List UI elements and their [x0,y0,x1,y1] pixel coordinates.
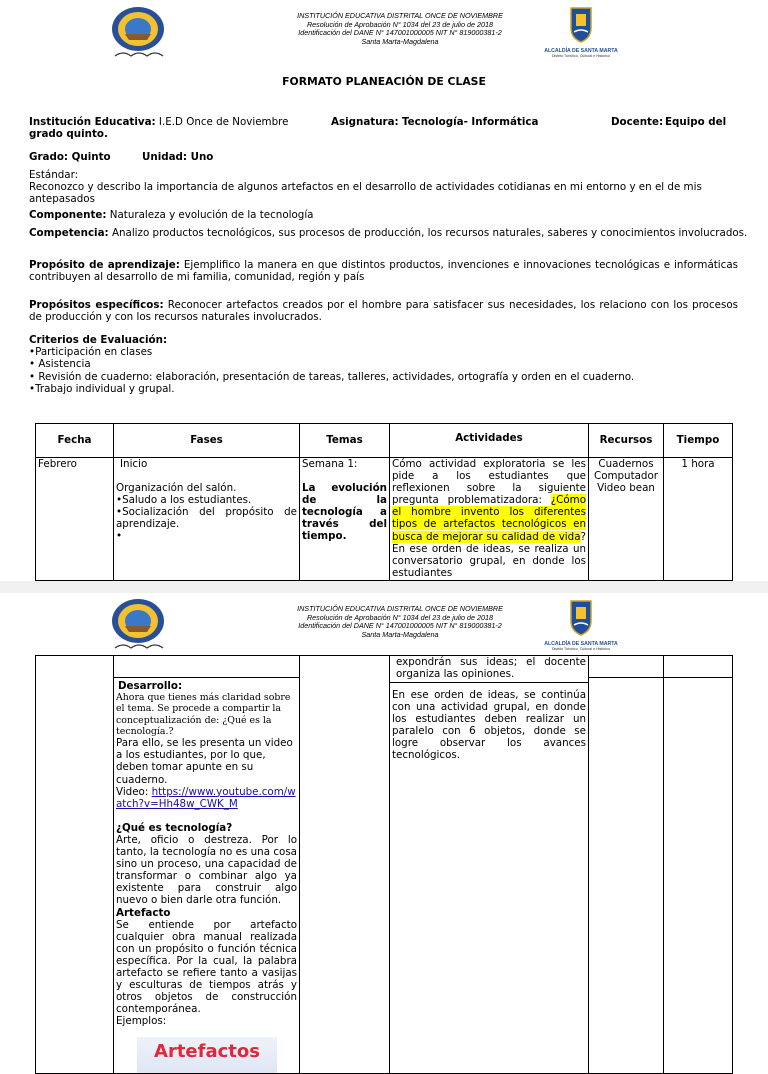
cell-fases [114,458,300,581]
planning-table-continued [35,655,733,1074]
fase-saludo: •Saludo a los estudiantes. [116,494,252,507]
activity-question: ¿Cómo el hombre invento los diferentes tipos de artefactos tecnológicos en busca de mejorar su calidad de vida [392,494,586,543]
que-tecnologia-title: ¿Qué es tecnología? [116,821,233,834]
fase-inicio: Inicio [120,458,148,470]
temas-title: La evolución de la tecnología a través del tiempo. [302,482,387,543]
specific-purpose-line [29,299,738,323]
school-crest-logo [103,4,173,62]
activity-continued: expondrán sus ideas; el docente organiza las opiniones. [396,656,586,681]
teacher-label: Docente: [611,116,664,128]
cell-fases-2 [114,656,300,1074]
inst-label: Institución Educativa: [29,116,156,128]
resource-item: Video bean [597,482,655,495]
alcaldia-logo: ALCALDÍA DE SANTA MARTA Distrito Turístico, Cultural e Histórico [536,4,626,64]
header-fases: Fases [114,424,300,458]
artefactos-banner [137,1037,277,1073]
document-title: FORMATO PLANEACIÓN DE CLASE [282,75,486,88]
header-recursos: Recursos [589,424,664,458]
fase-bullet: • [116,530,123,543]
competence-value: Analizo productos tecnológicos, sus procesos de producción, los recursos naturales, saberes y conocimientos involucrados. [111,227,748,239]
competence-line [29,227,764,239]
specific-purpose-label: Propósitos específicos: [29,299,164,311]
unit: Unidad: Uno [142,151,214,163]
video-link[interactable]: https://www.youtube.com/watch?v=Hh48w_CWK_M [116,785,296,810]
activity-paralelo: En ese orden de ideas, se continúa con una actividad grupal, en donde los estudiantes deben realizar un paralelo con 6 objetos, donde se logre observar los avances tecnológicos. [392,689,586,762]
criteria-item: •Trabajo individual y grupal. [29,382,175,395]
school-header-text-2: INSTITUCIÓN EDUCATIVA DISTRITAL ONCE DE NOVIEMBRE Resolución de Aprobación N° 1034 del 23 de julio de 2018 Identificación del DANE N° 147001000005 NIT N° 819000381-2 Santa Marta-Magdalena [297,604,503,639]
video-line [116,786,297,810]
cell-tiempo-2 [664,656,733,1074]
video-label: Video: [116,785,149,798]
artefacto-title: Artefacto [116,906,171,919]
inst-value: I.E.D Once de Noviembre [158,116,289,128]
desarrollo-title: Desarrollo: [118,680,183,692]
header-temas: Temas [300,424,390,458]
fase-socializacion: •Socialización del propósito de aprendizaje. [116,506,297,531]
activity-intro: Cómo actividad exploratoria se les pide a los estudiantes que reflexionen sobre la siguiente pregunta problematizadora: [392,458,586,507]
cell-recursos [589,458,664,581]
criteria-item: • Revisión de cuaderno: elaboración, presentación de tareas, talleres, actividades, ortografía y orden en el cuaderno. [29,370,635,383]
cell-temas [300,458,390,581]
purpose-line [29,259,738,283]
cell-fecha-2 [36,656,114,1074]
resource-item: Computador [594,470,658,483]
header-fecha: Fecha [36,424,114,458]
component-label: Componente: [29,209,107,221]
criteria-item: •Participación en clases [29,346,153,359]
school-crest-logo-2 [103,596,173,654]
standard-value: Reconozco y describo la importancia de algunos artefactos en el desarrollo de actividades cotidianas en mi entorno y en el de mis antepasados [29,181,702,206]
criteria-label: Criterios de Evaluación: [29,334,168,346]
competence-label: Competencia: [29,227,109,239]
cell-actividades [390,458,589,581]
purpose-value: Ejemplifico la manera en que distintos productos, invenciones e innovaciones tecnológicas e informáticas contribuyen al desarrollo de mi familia, comunidad, región y país [29,259,738,284]
asig-label: Asignatura: [331,116,399,128]
fase-organizacion: Organización del salón. [116,482,237,495]
cell-fecha: Febrero [36,458,114,581]
header-actividades: Actividades [390,424,589,458]
resource-item: Cuadernos [598,458,654,470]
teacher-value-2: grado quinto. [29,128,108,140]
alcaldia-logo-2: ALCALDÍA DE SANTA MARTA Distrito Turístico, Cultural e Histórico [536,597,626,657]
specific-purpose-value: Reconocer artefactos creados por el hombre para satisfacer sus necesidades, los relaciono con los procesos de producción y con los recursos naturales involucrados. [29,299,739,324]
desarrollo-video: Para ello, se les presenta un video a los estudiantes, por lo que, deben tomar apunte en su cuaderno. [116,737,293,786]
header-tiempo: Tiempo [664,424,733,458]
evaluation-criteria [29,334,759,395]
component-line [29,209,749,221]
component-value: Naturaleza y evolución de la tecnología [109,209,314,221]
school-header-text: INSTITUCIÓN EDUCATIVA DISTRITAL ONCE DE NOVIEMBRE Resolución de Aprobación N° 1034 del 23 de julio de 2018 Identificación del DANE N° 147001000005 NIT N° 819000381-2 Santa Marta-Magdalena [297,11,503,46]
cell-actividades-2 [390,656,589,1074]
standard-label: Estándar: [29,169,79,181]
page-gap [0,581,768,593]
activity-after: ? En ese orden de ideas, se realiza un conversatorio grupal, en donde los estudiantes [392,530,586,579]
cell-recursos-2 [589,656,664,1074]
teacher-value-1: Equipo del [665,116,727,128]
cell-tiempo: 1 hora [664,458,733,581]
purpose-label: Propósito de aprendizaje: [29,259,180,271]
que-tecnologia-text: Arte, oficio o destreza. Por lo tanto, la tecnología no es una cosa sino un proceso, una capacidad de transformar o combinar algo ya existente para construir algo nuevo o bien darle otra función. [116,833,297,907]
cell-temas-2 [300,656,390,1074]
desarrollo-intro: Ahora que tienes más claridad sobre el tema. Se procede a compartir la conceptualización de: ¿Qué es la tecnología.? [116,692,291,737]
artefacto-text: Se entiende por artefacto cualquier obra manual realizada con un propósito o función técnica específica. Por la cual, la palabra artefacto se refiere tanto a vasijas y esculturas de tiempos atrás y otros objetos de construcción contemporánea. [116,918,297,1016]
planning-table [35,423,733,581]
ejemplos-label: Ejemplos: [116,1015,167,1028]
temas-semana: Semana 1: [302,458,358,470]
asig-value: Tecnología- Informática [401,116,539,128]
subject-line [331,116,591,128]
grade: Grado: Quinto [29,151,111,163]
criteria-item: • Asistencia [29,358,91,371]
artefactos-banner-text: Artefactos [154,1041,260,1063]
